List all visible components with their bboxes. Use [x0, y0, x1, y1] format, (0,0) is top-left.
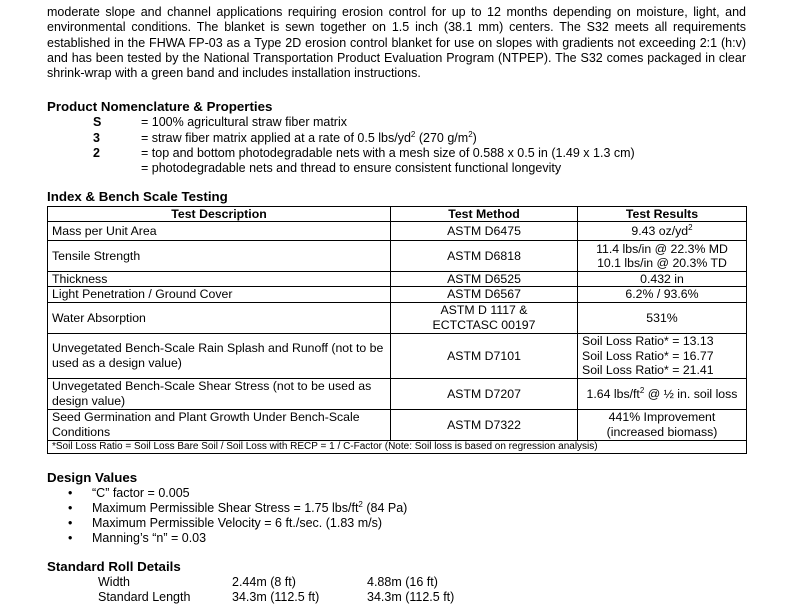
test-result: 531%: [578, 302, 747, 333]
test-result: 9.43 $oz/yd^2$: [578, 222, 747, 241]
roll-detail-label: Standard Length: [98, 590, 191, 605]
test-description: Water Absorption: [48, 302, 391, 333]
nomenclature-desc: = straw fiber matrix applied at a rate of 0.5 lbs/$yd^2$ (270 $g/m^2$): [141, 129, 477, 145]
column-header-method: Test Method: [391, 206, 578, 221]
test-description: Unvegetated Bench-Scale Rain Splash and Runoff (not to be used as a design value): [48, 333, 391, 378]
table-row: [48, 241, 747, 272]
test-description: Light Penetration / Ground Cover: [48, 287, 391, 302]
test-result: 6.2% / 93.6%: [578, 287, 747, 302]
nomenclature-code: S: [93, 115, 102, 130]
test-method: ASTM D7101: [391, 333, 578, 378]
roll-detail-row: [47, 575, 746, 590]
intro-paragraph: [47, 0, 746, 81]
test-method: ASTM D6818: [391, 241, 578, 272]
nomenclature-row: [47, 115, 746, 130]
test-method: ASTM D6475: [391, 222, 578, 241]
index-testing-heading: Index & Bench Scale Testing: [47, 189, 228, 205]
nomenclature-desc: = photodegradable nets and thread to ensure consistent functional longevity: [141, 161, 562, 176]
nomenclature-desc: = 100% agricultural straw fiber matrix: [141, 115, 347, 130]
nomenclature-row: [47, 161, 746, 176]
nomenclature-code: 3: [93, 130, 100, 145]
design-values-heading: Design Values: [47, 469, 138, 485]
test-result: 1.64 lbs/$ft^2$ @ ½ in. soil loss: [578, 378, 747, 409]
roll-detail-label: Width: [98, 574, 130, 589]
test-method: ASTM D6567: [391, 287, 578, 302]
intro-text: moderate slope and channel applications requiring erosion control for up to 12 months depending on moisture, light, and environmental conditions. The blanket is sewn together on 1.5 inch (38.1 mm) centers. The S32 meets all requirements established in the FHWA FP-03 as a Type 2D erosion control blanket for use on slopes with gradients not exceeding 2:1 (h:v) and has been tested by the National Transportation Product Evaluation Program (NTPEP). The S32 comes packaged in clear shrink-wrap with a green band and includes installation instructions.: [47, 5, 746, 80]
test-result: Soil Loss Ratio* = 13.13 Soil Loss Ratio* = 16.77 Soil Loss Ratio* = 21.41: [578, 333, 747, 378]
test-result: 0.432 in: [578, 272, 747, 287]
test-result: 11.4 lbs/in @ 22.3% MD 10.1 lbs/in @ 20.3% TD: [578, 241, 747, 272]
test-description: Seed Germination and Plant Growth Under Bench-Scale Conditions: [48, 409, 391, 440]
test-method: ASTM D 1117 & ECTCTASC 00197: [391, 302, 578, 333]
index-testing-section: [47, 189, 746, 453]
roll-detail-value: 34.3m (112.5 ft): [367, 590, 455, 605]
list-item: • Manning’s “n” = 0.03: [47, 531, 746, 546]
table-row: [48, 272, 747, 287]
list-item: • “C” factor = 0.005: [47, 486, 746, 501]
table-row: [48, 222, 747, 241]
table-row: [48, 333, 747, 378]
roll-details-section: [47, 559, 746, 605]
test-method: ASTM D6525: [391, 272, 578, 287]
table-row: [48, 302, 747, 333]
document-page: [47, 0, 746, 605]
table-header-row: [48, 206, 747, 221]
test-result: 441% Improvement (increased biomass): [578, 409, 747, 440]
design-values-list: [47, 486, 746, 547]
roll-detail-value: 4.88m (16 ft): [367, 574, 438, 589]
nomenclature-heading: Product Nomenclature & Properties: [47, 99, 273, 115]
test-method: ASTM D7207: [391, 378, 578, 409]
list-item: • Maximum Permissible Shear Stress = 1.75 lbs/$ft^2$ (84 Pa): [47, 501, 746, 516]
test-table: [47, 206, 747, 454]
nomenclature-code: [47, 161, 141, 176]
roll-details-heading: Standard Roll Details: [47, 558, 181, 574]
table-row: [48, 378, 747, 409]
test-description: Unvegetated Bench-Scale Shear Stress (not to be used as design value): [48, 378, 391, 409]
roll-detail-row: [47, 590, 746, 605]
column-header-results: Test Results: [578, 206, 747, 221]
nomenclature-row: [47, 131, 746, 146]
table-row: [48, 409, 747, 440]
test-description: Thickness: [48, 272, 391, 287]
roll-detail-value: 2.44m (8 ft): [232, 574, 296, 589]
nomenclature-code: 2: [93, 145, 100, 160]
list-item: • Maximum Permissible Velocity = 6 ft./sec. (1.83 m/s): [47, 516, 746, 531]
nomenclature-desc: = top and bottom photodegradable nets with a mesh size of 0.588 x 0.5 in (1.49 x 1.3 cm): [141, 145, 635, 160]
roll-detail-value: 34.3m (112.5 ft): [232, 590, 320, 605]
design-values-section: [47, 470, 746, 547]
test-description: Mass per Unit Area: [48, 222, 391, 241]
table-footnote-row: [48, 440, 747, 453]
test-description: Tensile Strength: [48, 241, 391, 272]
test-method: ASTM D7322: [391, 409, 578, 440]
nomenclature-section: [47, 99, 746, 176]
column-header-description: Test Description: [48, 206, 391, 221]
table-footnote: *Soil Loss Ratio = Soil Loss Bare Soil / Soil Loss with RECP = 1 / C-Factor (Note: Soil loss is based on regression analysis): [48, 440, 747, 453]
table-row: [48, 287, 747, 302]
nomenclature-row: [47, 146, 746, 161]
